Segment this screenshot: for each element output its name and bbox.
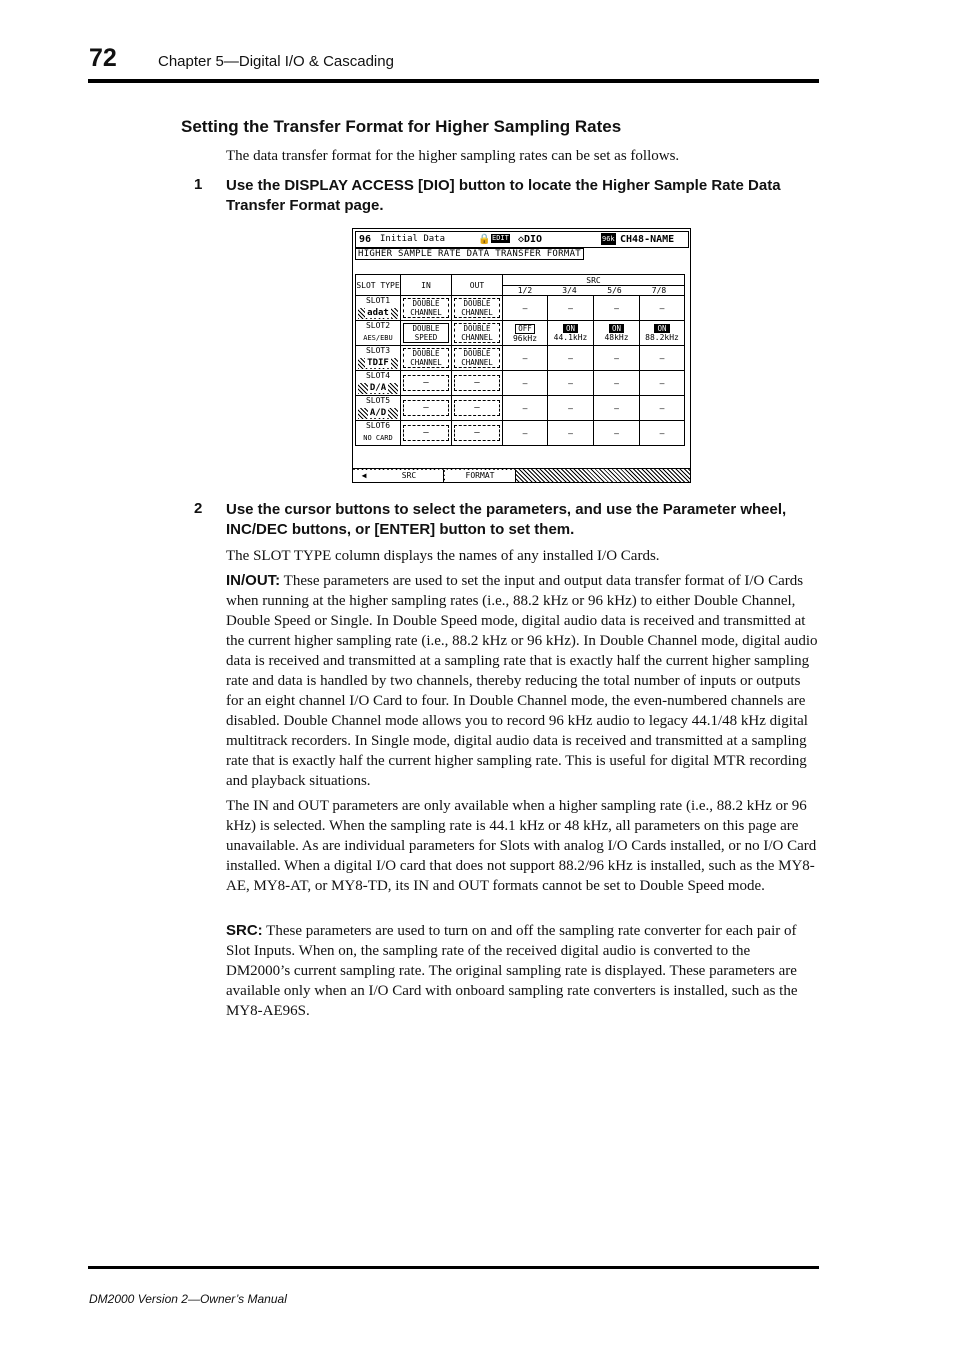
slot-row bbox=[356, 396, 685, 421]
out-format[interactable]: – bbox=[454, 400, 500, 416]
slot-name: SLOT4 bbox=[365, 371, 391, 380]
in-format[interactable]: DOUBLE SPEED bbox=[403, 323, 449, 343]
inout-paragraph bbox=[226, 571, 818, 791]
slot-type-label: D/A bbox=[369, 383, 387, 393]
in-format[interactable]: DOUBLE CHANNEL bbox=[403, 298, 449, 318]
in-format[interactable]: DOUBLE CHANNEL bbox=[403, 348, 449, 368]
slot-cell bbox=[356, 421, 401, 446]
slot-type-paragraph: The SLOT TYPE column displays the names of any installed I/O Cards. bbox=[226, 548, 660, 564]
col-slot-type: SLOT TYPE bbox=[356, 275, 401, 296]
step-1-text: Use the DISPLAY ACCESS [DIO] button to locate the Higher Sample Rate Data Transfer Format page. bbox=[226, 177, 781, 214]
in-format[interactable]: – bbox=[403, 425, 449, 441]
src-cell: – bbox=[548, 371, 594, 396]
src-text: These parameters are used to turn on and off the sampling rate converter for each pair of Slot Inputs. When on, the sampling rate of the received digital audio is converted to the DM2000’s current sampling rate. The original sampling rate is displayed. These parameters are available only when an I/O Card with onboard sampling rate converters is installed, such as the MY8-AE96S. bbox=[226, 923, 798, 1019]
src-cell: – bbox=[503, 396, 548, 421]
lcd-fs: 96 bbox=[359, 234, 372, 245]
inout-lead: IN/OUT: bbox=[226, 572, 281, 589]
in-cell[interactable] bbox=[401, 296, 452, 321]
src-toggle[interactable]: ON bbox=[654, 324, 669, 333]
src-toggle[interactable]: OFF bbox=[515, 324, 535, 334]
in-cell[interactable] bbox=[401, 421, 452, 446]
tab-prev[interactable]: ◀ bbox=[353, 470, 376, 482]
out-format[interactable]: DOUBLE CHANNEL bbox=[454, 323, 500, 343]
in-cell[interactable] bbox=[401, 396, 452, 421]
src-toggle[interactable]: ON bbox=[563, 324, 578, 333]
slot-row bbox=[356, 296, 685, 321]
in-cell[interactable] bbox=[401, 346, 452, 371]
chapter-title: Chapter 5—Digital I/O & Cascading bbox=[158, 53, 394, 70]
src-cell: – bbox=[594, 296, 640, 321]
slot-cell bbox=[356, 396, 401, 421]
col-out: OUT bbox=[452, 275, 503, 296]
footer-text: DM2000 Version 2—Owner’s Manual bbox=[89, 1292, 287, 1306]
src-cell: – bbox=[594, 396, 640, 421]
src-cell: – bbox=[548, 396, 594, 421]
footer-rule bbox=[88, 1266, 819, 1269]
slot-type bbox=[358, 383, 398, 394]
tab-src[interactable]: SRC bbox=[375, 470, 444, 482]
slot-cell bbox=[356, 296, 401, 321]
slot-type bbox=[358, 433, 398, 444]
header-rule bbox=[88, 79, 819, 83]
inout-availability-paragraph: The IN and OUT parameters are only available when a higher sampling rate (i.e., 88.2 kHz or 96 kHz) is selected. When the sampling rate is 44.1 kHz or 48 kHz, all parameters on this page are unavailable. As are individual parameters for Slots with analog I/O Cards installed, or no I/O Card installed. When a digital I/O card that does not support 88.2/96 kHz is installed, such as the MY8-AE, MY8-AT, or MY8-TD, its IN and OUT formats cannot be set to Double Speed mode. bbox=[226, 798, 817, 894]
slot-name: SLOT2 bbox=[365, 321, 391, 330]
src-cell: – bbox=[503, 371, 548, 396]
src-cell[interactable] bbox=[594, 321, 640, 346]
slot-row bbox=[356, 346, 685, 371]
src-pair: 1/2 bbox=[517, 285, 533, 295]
in-format[interactable]: – bbox=[403, 400, 449, 416]
col-src bbox=[503, 275, 685, 296]
out-cell[interactable] bbox=[452, 321, 503, 346]
lcd-function: ◇DIO bbox=[518, 234, 543, 245]
slot-name: SLOT5 bbox=[365, 396, 391, 405]
src-cell: – bbox=[594, 421, 640, 446]
src-rate: 48kHz bbox=[604, 333, 629, 342]
slot-type-label: A/D bbox=[369, 408, 387, 418]
lcd-top-bar bbox=[355, 231, 689, 248]
src-rate: 88.2kHz bbox=[645, 333, 679, 342]
out-cell[interactable] bbox=[452, 371, 503, 396]
in-cell[interactable] bbox=[401, 371, 452, 396]
slot-type-label: TDIF bbox=[367, 358, 389, 368]
src-cell: – bbox=[640, 371, 685, 396]
src-cell: – bbox=[548, 421, 594, 446]
out-format[interactable]: DOUBLE CHANNEL bbox=[454, 348, 500, 368]
step-2-text: Use the cursor buttons to select the parameters, and use the Parameter wheel, INC/DEC buttons, or [ENTER] button to set them. bbox=[226, 501, 787, 538]
in-cell[interactable] bbox=[401, 321, 452, 346]
col-in: IN bbox=[401, 275, 452, 296]
src-cell: – bbox=[594, 371, 640, 396]
src-cell: – bbox=[503, 296, 548, 321]
src-pair: 3/4 bbox=[562, 285, 577, 295]
src-cell: – bbox=[640, 421, 685, 446]
src-pair-row bbox=[503, 286, 684, 295]
out-format[interactable]: – bbox=[454, 375, 500, 391]
src-cell: – bbox=[503, 346, 548, 371]
src-cell[interactable] bbox=[503, 321, 548, 346]
slot-type bbox=[358, 358, 398, 369]
src-heading: SRC bbox=[503, 276, 684, 286]
src-pair: 5/6 bbox=[607, 285, 622, 295]
tab-format[interactable]: FORMAT bbox=[445, 470, 516, 482]
src-cell: – bbox=[640, 346, 685, 371]
out-cell[interactable] bbox=[452, 346, 503, 371]
slot-type-label: adat bbox=[367, 308, 389, 318]
page-number: 72 bbox=[89, 44, 117, 72]
lock-icon: 🔒 bbox=[478, 234, 491, 245]
slot-type bbox=[358, 333, 398, 344]
slot-name: SLOT1 bbox=[365, 296, 391, 305]
lcd-screenshot bbox=[352, 228, 691, 483]
slot-cell bbox=[356, 346, 401, 371]
out-cell[interactable] bbox=[452, 296, 503, 321]
lcd-edit-badge: EDIT bbox=[492, 234, 509, 242]
src-cell: – bbox=[503, 421, 548, 446]
out-format[interactable]: DOUBLE CHANNEL bbox=[454, 298, 500, 318]
inout-text: These parameters are used to set the input and output data transfer format of I/O Cards when running at the higher sampling rates (i.e., 88.2 kHz or 96 kHz) to either Double Channel, Double Speed or Single. In Double Speed mode, digital audio data is received and transmitted at the current higher sampling rate (i.e., 88.2 kHz or 96 kHz). In Double Channel mode, digital audio data is received and transmitted at a sampling rate that is exactly half the current higher sampling rate and data is handled by two channels, thereby reducing the total number of inputs or outputs for an eight channel I/O Card to four. In Double Channel mode, the even-numbered channels are disabled. Double Channel mode allows you to record 96 kHz audio to legacy 44.1/48 kHz digital multitrack recorders. In Single mode, digital audio data is received and transmitted at a sampling rate that is exactly half the current higher sampling rate. This is useful for digital MTR recording and playback situations. bbox=[226, 573, 818, 789]
slot-type-label: NO CARD bbox=[363, 434, 393, 442]
in-format[interactable]: – bbox=[403, 375, 449, 391]
src-cell: – bbox=[640, 396, 685, 421]
slot-type bbox=[358, 308, 398, 319]
src-pair: 7/8 bbox=[651, 285, 667, 295]
slot-name: SLOT3 bbox=[365, 346, 391, 355]
src-paragraph bbox=[226, 921, 818, 1021]
src-toggle[interactable]: ON bbox=[609, 324, 624, 333]
slot-cell bbox=[356, 321, 401, 346]
step-1-number: 1 bbox=[194, 176, 203, 193]
lcd-ch-name: CH48-NAME bbox=[620, 234, 675, 245]
format-table bbox=[355, 274, 685, 446]
src-rate: 44.1kHz bbox=[553, 333, 588, 342]
slot-row bbox=[356, 421, 685, 446]
slot-name: SLOT6 bbox=[365, 421, 391, 430]
lcd-ch-badge: 96k bbox=[602, 235, 615, 243]
out-format[interactable]: – bbox=[454, 425, 500, 441]
step-2-number: 2 bbox=[194, 500, 203, 517]
out-cell[interactable] bbox=[452, 396, 503, 421]
lcd-scene-title: Initial Data bbox=[380, 234, 446, 244]
lcd-tab-bar bbox=[353, 468, 690, 482]
src-lead: SRC: bbox=[226, 922, 263, 939]
src-cell[interactable] bbox=[640, 321, 685, 346]
lcd-page-title: HIGHER SAMPLE RATE DATA TRANSFER FORMAT bbox=[355, 248, 584, 260]
src-cell: – bbox=[548, 346, 594, 371]
src-cell: – bbox=[548, 296, 594, 321]
section-title: Setting the Transfer Format for Higher Sampling Rates bbox=[181, 117, 622, 136]
slot-row bbox=[356, 321, 685, 346]
slot-type bbox=[358, 408, 398, 419]
src-rate: 96kHz bbox=[512, 333, 538, 343]
out-cell[interactable] bbox=[452, 421, 503, 446]
src-cell: – bbox=[594, 346, 640, 371]
slot-row bbox=[356, 371, 685, 396]
src-cell: – bbox=[640, 296, 685, 321]
slot-type-label: AES/EBU bbox=[363, 334, 393, 342]
intro-paragraph: The data transfer format for the higher sampling rates can be set as follows. bbox=[226, 148, 680, 164]
slot-cell bbox=[356, 371, 401, 396]
src-cell[interactable] bbox=[548, 321, 594, 346]
